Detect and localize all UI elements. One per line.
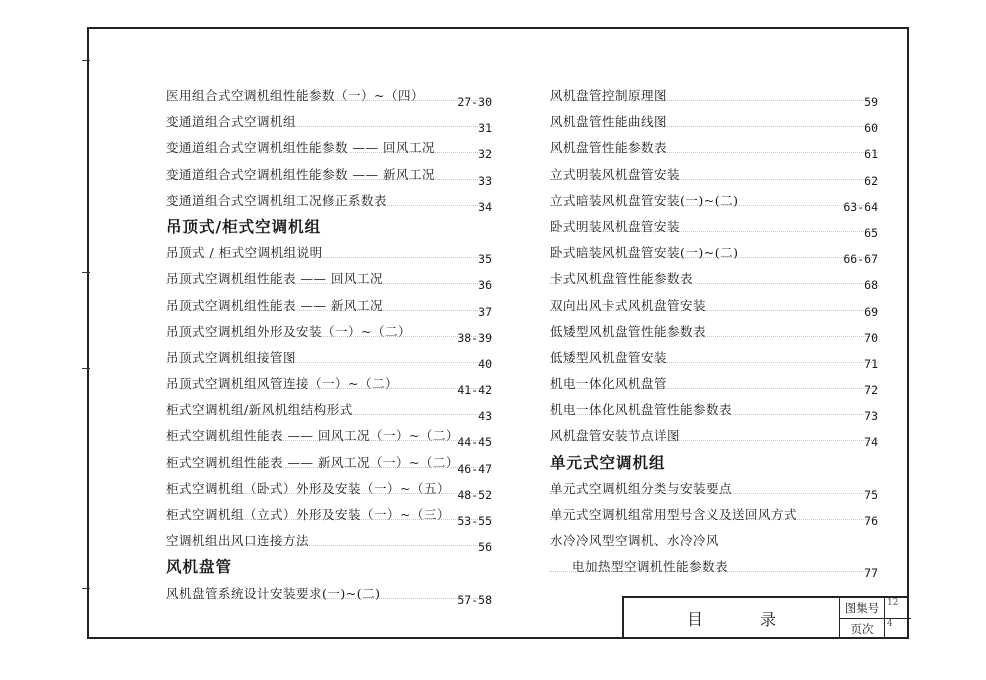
toc-entry <box>166 188 492 214</box>
toc-entry-page: 56 <box>478 540 492 555</box>
toc-entry-page: 38-39 <box>457 330 492 345</box>
toc-entry-title: 空调机组出风口连接方法 <box>166 533 310 549</box>
toc-entry <box>166 135 492 161</box>
toc-entry <box>550 528 878 554</box>
toc-entry-title: 立式明装风机盘管安装 <box>550 166 681 182</box>
toc-entry-page: 57-58 <box>457 592 492 607</box>
toc-entry-title: 风机盘管性能参数表 <box>550 140 668 156</box>
toc-entry-page: 74 <box>864 435 878 450</box>
toc-entry-page: 27-30 <box>457 95 492 109</box>
toc-entry <box>166 397 492 423</box>
toc-entry-page: 61 <box>864 147 878 162</box>
title-block-name: 目 录 <box>624 598 840 639</box>
title-block <box>622 596 909 639</box>
toc-entry <box>166 293 492 319</box>
toc-entry <box>166 528 492 554</box>
toc-entry-title: 吊顶式空调机组性能表 —— 回风工况 <box>166 271 383 287</box>
toc-entry-title: 卧式暗装风机盘管安装(一)~(二) <box>550 245 739 261</box>
toc-entry-title: 变通道组合式空调机组性能参数 —— 新风工况 <box>166 166 435 182</box>
toc-entry <box>550 293 878 319</box>
edge-tick <box>82 368 90 369</box>
toc-entry <box>166 83 492 109</box>
toc-entry <box>166 240 492 266</box>
toc-entry-page: 68 <box>864 278 878 293</box>
toc-entry-title: 立式暗装风机盘管安装(一)~(二) <box>550 192 739 208</box>
toc-entry-title: 医用组合式空调机组性能参数（一）~（四） <box>166 88 424 103</box>
toc-entry <box>550 188 878 214</box>
toc-entry-title: 单元式空调机组常用型号含义及送回风方式 <box>550 507 798 522</box>
toc-entry-page: 73 <box>864 409 878 424</box>
toc-left-column <box>166 83 492 607</box>
toc-entry-title: 风机盘管 <box>166 558 233 577</box>
toc-entry <box>550 266 878 292</box>
toc-entry <box>166 450 492 476</box>
edge-tick <box>82 272 90 273</box>
toc-entry-page: 77 <box>864 566 878 581</box>
toc-entry-title: 双向出风卡式风机盘管安装 <box>550 297 707 313</box>
toc-entry-title: 吊顶式空调机组接管图 <box>166 349 297 365</box>
page-number-value: 4 <box>884 619 911 640</box>
toc-entry-page: 59 <box>864 95 878 109</box>
toc-entry-page: 69 <box>864 304 878 319</box>
toc-entry-page: 32 <box>478 147 492 162</box>
toc-entry-page: 60 <box>864 121 878 136</box>
toc-entry-page: 65 <box>864 225 878 240</box>
toc-right-column <box>550 83 878 581</box>
toc-entry-page: 48-52 <box>457 487 492 502</box>
toc-entry <box>166 476 492 502</box>
toc-entry-title: 电加热型空调机性能参数表 <box>572 559 729 575</box>
toc-entry-page: 76 <box>864 514 878 528</box>
toc-entry-page: 72 <box>864 383 878 398</box>
toc-entry <box>166 162 492 188</box>
toc-entry-page: 40 <box>478 356 492 371</box>
toc-section-heading <box>166 214 492 240</box>
toc-entry <box>550 240 878 266</box>
toc-entry <box>166 345 492 371</box>
toc-entry-title: 机电一体化风机盘管性能参数表 <box>550 402 733 418</box>
toc-entry-page: 41-42 <box>457 383 492 398</box>
toc-entry <box>550 502 878 528</box>
toc-section-heading <box>550 450 878 476</box>
toc-entry-title: 卧式明装风机盘管安装 <box>550 218 681 234</box>
toc-entry-page: 36 <box>478 278 492 293</box>
toc-entry-title: 吊顶式空调机组性能表 —— 新风工况 <box>166 297 383 313</box>
toc-entry <box>550 371 878 397</box>
atlas-number-value: 12 <box>884 598 911 619</box>
toc-entry-page: 75 <box>864 487 878 502</box>
toc-entry-page: 53-55 <box>457 514 492 528</box>
toc-entry-page: 35 <box>478 252 492 267</box>
toc-entry-title: 吊顶式/柜式空调机组 <box>166 217 322 236</box>
drawing-sheet <box>87 27 909 639</box>
toc-entry-title: 风机盘管安装节点详图 <box>550 428 681 444</box>
toc-entry-page: 46-47 <box>457 461 492 476</box>
toc-entry-title: 风机盘管性能曲线图 <box>550 114 668 130</box>
toc-entry-title: 风机盘管系统设计安装要求(一)~(二) <box>166 585 381 601</box>
toc-entry-title: 变通道组合式空调机组 <box>166 114 297 130</box>
toc-entry <box>166 502 492 528</box>
toc-entry-title: 吊顶式空调机组外形及安装（一）~（二） <box>166 323 411 339</box>
toc-entry <box>550 476 878 502</box>
toc-entry-title: 柜式空调机组性能表 —— 回风工况（一）~（二） <box>166 428 459 444</box>
toc-entry-title: 机电一体化风机盘管 <box>550 376 668 392</box>
toc-entry-page: 63-64 <box>843 199 878 214</box>
toc-entry-title: 柜式空调机组（立式）外形及安装（一）~（三） <box>166 507 450 522</box>
toc-entry <box>166 371 492 397</box>
toc-entry-title: 低矮型风机盘管安装 <box>550 349 668 365</box>
toc-entry-page: 31 <box>478 121 492 136</box>
toc-entry-title: 柜式空调机组（卧式）外形及安装（一）~（五） <box>166 480 450 496</box>
toc-entry-title: 风机盘管控制原理图 <box>550 88 668 103</box>
toc-entry-page: 62 <box>864 173 878 188</box>
toc-entry-page: 33 <box>478 173 492 188</box>
toc-entry <box>550 319 878 345</box>
toc-entry-page: 71 <box>864 356 878 371</box>
edge-tick <box>82 60 90 61</box>
toc-entry-title: 单元式空调机组分类与安装要点 <box>550 480 733 496</box>
toc-entry-page: 43 <box>478 409 492 424</box>
toc-entry-title: 柜式空调机组/新风机组结构形式 <box>166 402 353 418</box>
toc-entry <box>550 214 878 240</box>
toc-entry-page: 70 <box>864 330 878 345</box>
toc-entry <box>550 162 878 188</box>
toc-entry <box>166 266 492 292</box>
toc-entry <box>550 135 878 161</box>
toc-entry-title: 变通道组合式空调机组工况修正系数表 <box>166 192 388 208</box>
toc-entry-page: 66-67 <box>843 252 878 267</box>
toc-entry-title: 卡式风机盘管性能参数表 <box>550 271 694 287</box>
toc-entry-title: 吊顶式 / 柜式空调机组说明 <box>166 245 323 261</box>
atlas-number-label: 图集号 <box>840 598 884 619</box>
toc-entry <box>550 345 878 371</box>
toc-section-heading <box>166 554 492 580</box>
toc-entry-title: 水冷冷风型空调机、水冷冷风 <box>550 533 720 549</box>
toc-entry-title: 吊顶式空调机组风管连接（一）~（二） <box>166 376 398 392</box>
toc-entry <box>550 423 878 449</box>
toc-entry <box>550 83 878 109</box>
toc-entry <box>166 109 492 135</box>
toc-entry <box>166 319 492 345</box>
toc-entry <box>166 581 492 607</box>
toc-entry-page: 37 <box>478 304 492 319</box>
toc-entry <box>550 554 878 580</box>
edge-tick <box>82 588 90 589</box>
toc-entry-page: 44-45 <box>457 435 492 450</box>
toc-entry <box>166 423 492 449</box>
toc-entry <box>550 397 878 423</box>
toc-entry-title: 变通道组合式空调机组性能参数 —— 回风工况 <box>166 140 435 156</box>
toc-entry-title: 低矮型风机盘管性能参数表 <box>550 323 707 339</box>
page-number-label: 页次 <box>850 621 874 636</box>
toc-entry-page: 34 <box>478 199 492 214</box>
toc-entry <box>550 109 878 135</box>
toc-entry-title: 柜式空调机组性能表 —— 新风工况（一）~（二） <box>166 454 459 470</box>
toc-entry-title: 单元式空调机组 <box>550 453 666 472</box>
